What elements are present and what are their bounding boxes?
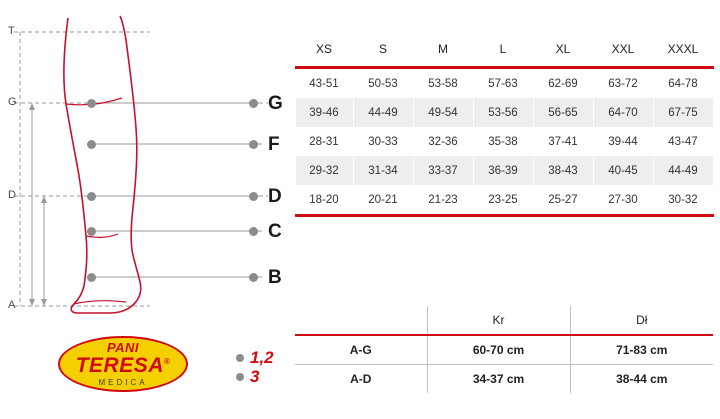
cell-c-l: 36-39 — [473, 156, 533, 185]
length-label-ag: A-G — [295, 335, 427, 365]
table-row — [295, 185, 713, 216]
measure-dot-F — [87, 140, 96, 149]
endpoint-dot-F — [249, 140, 258, 149]
table-row — [295, 127, 713, 156]
logo-text-block — [58, 336, 188, 392]
class-row-1 — [236, 348, 294, 367]
point-label-B: B — [268, 267, 282, 288]
point-label-G: G — [268, 93, 283, 114]
cell-d-xxl: 39-44 — [593, 127, 653, 156]
length-table — [295, 306, 713, 393]
cell-c-xxl: 40-45 — [593, 156, 653, 185]
size-table — [295, 32, 714, 217]
cell-b-m: 21-23 — [413, 185, 473, 216]
cell-g-xs: 43-51 — [295, 68, 353, 99]
logo-line-teresa — [76, 355, 171, 376]
class-label-1: 1,2 — [250, 347, 274, 367]
size-header-l: L — [473, 32, 533, 68]
size-table-header-row — [295, 32, 713, 68]
logo-line-medica: MEDICA — [98, 378, 148, 387]
endpoint-dot-B — [249, 273, 258, 282]
length-ag-dl: 71-83 cm — [570, 335, 713, 365]
measure-dot-D — [87, 192, 96, 201]
cell-c-xxxl: 44-49 — [653, 156, 713, 185]
cell-c-xs: 29-32 — [295, 156, 353, 185]
length-label-ad: A-D — [350, 372, 372, 386]
length-header-kr: Kr — [427, 306, 570, 335]
endpoint-dot-G — [249, 99, 258, 108]
size-header-xs: XS — [295, 32, 353, 68]
registered-mark-icon: ® — [163, 357, 171, 366]
class-label-2: 3 — [250, 366, 260, 386]
point-label-C: C — [268, 221, 282, 242]
cell-f-xl: 56-65 — [533, 98, 593, 127]
cell-g-xxxl: 64-78 — [653, 68, 713, 99]
cell-d-l: 35-38 — [473, 127, 533, 156]
table-row — [295, 156, 713, 185]
cell-d-xxxl: 43-47 — [653, 127, 713, 156]
table-row — [295, 335, 713, 365]
size-table-body — [295, 68, 713, 216]
class-dot-icon — [236, 373, 244, 381]
logo-line-pani: PANI — [106, 340, 140, 355]
size-header-xxl: XXL — [593, 32, 653, 68]
size-table-head — [295, 32, 713, 68]
cell-b-l: 23-25 — [473, 185, 533, 216]
length-table-container — [295, 306, 713, 393]
cell-f-l: 53-56 — [473, 98, 533, 127]
length-header-dl: Dł — [570, 306, 713, 335]
endpoint-dot-D — [249, 192, 258, 201]
size-table-container — [295, 32, 713, 217]
size-header-xxxl: XXXL — [653, 32, 713, 68]
measure-dot-G — [87, 99, 96, 108]
cell-f-xxxl: 67-75 — [653, 98, 713, 127]
cell-d-s: 30-33 — [353, 127, 413, 156]
brand-logo — [58, 336, 188, 392]
cell-c-m: 33-37 — [413, 156, 473, 185]
measure-dot-C — [87, 227, 96, 236]
level-label-D: D — [8, 189, 16, 201]
size-header-xl: XL — [533, 32, 593, 68]
class-row-2 — [236, 367, 294, 386]
table-row — [295, 68, 713, 99]
table-row — [295, 365, 713, 394]
cell-f-m: 49-54 — [413, 98, 473, 127]
cell-d-xs: 28-31 — [295, 127, 353, 156]
cell-f-xxl: 64-70 — [593, 98, 653, 127]
cell-b-xs: 18-20 — [295, 185, 353, 216]
cell-b-xl: 25-27 — [533, 185, 593, 216]
size-header-m: M — [413, 32, 473, 68]
cell-g-m: 53-58 — [413, 68, 473, 99]
length-ad-dl: 38-44 cm — [570, 365, 713, 394]
length-ag-kr: 60-70 cm — [427, 335, 570, 365]
compression-class-legend — [236, 348, 294, 386]
point-label-D: D — [268, 186, 282, 207]
cell-d-xl: 37-41 — [533, 127, 593, 156]
cell-g-s: 50-53 — [353, 68, 413, 99]
length-table-body — [295, 306, 713, 393]
point-label-F: F — [268, 134, 280, 155]
endpoint-dot-C — [249, 227, 258, 236]
cell-b-xxl: 27-30 — [593, 185, 653, 216]
cell-b-xxxl: 30-32 — [653, 185, 713, 216]
measure-dot-B — [87, 273, 96, 282]
cell-g-l: 57-63 — [473, 68, 533, 99]
level-label-G: G — [8, 96, 17, 108]
class-dot-icon — [236, 354, 244, 362]
level-label-A: A — [8, 299, 16, 311]
size-header-s: S — [353, 32, 413, 68]
level-label-T: T — [8, 25, 15, 37]
table-row — [295, 98, 713, 127]
cell-b-s: 20-21 — [353, 185, 413, 216]
cell-g-xl: 62-69 — [533, 68, 593, 99]
cell-d-m: 32-36 — [413, 127, 473, 156]
cell-g-xxl: 63-72 — [593, 68, 653, 99]
logo-teresa-word: TERESA — [75, 354, 164, 377]
length-ad-kr: 34-37 cm — [427, 365, 570, 394]
cell-f-s: 44-49 — [353, 98, 413, 127]
cell-f-xs: 39-46 — [295, 98, 353, 127]
length-header-row — [295, 306, 713, 335]
length-header-blank — [295, 306, 427, 335]
cell-c-xl: 38-43 — [533, 156, 593, 185]
cell-c-s: 31-34 — [353, 156, 413, 185]
